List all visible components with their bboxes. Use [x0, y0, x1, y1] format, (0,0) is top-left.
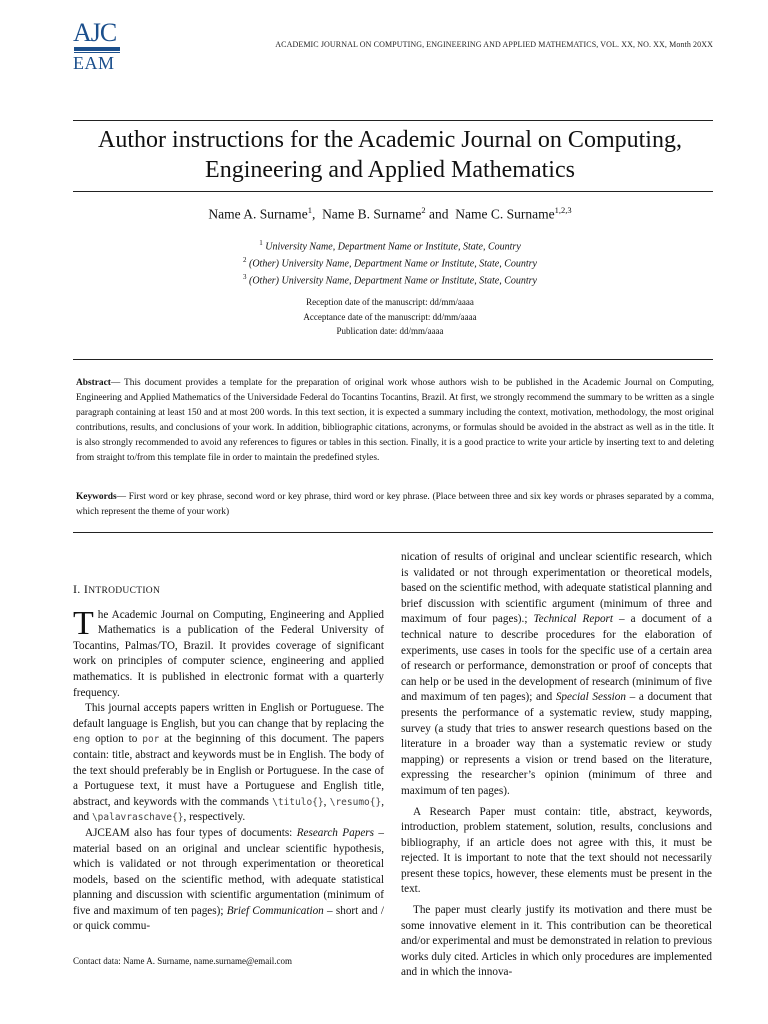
abstract-rule-top: [73, 359, 713, 360]
affil-text: University Name, Department Name or Institute, State, Country: [265, 241, 521, 253]
emphasis: Research Papers: [296, 826, 374, 839]
paragraph-text: – a document of a technical nature to describe procedures for the elaboration of experiments, use cases in tools for the specific use of a certain area of research or performance, demonstration or proof of concepts that can help or be used in the development of research (minimum of five and maximum of ten pages); and: [401, 613, 712, 704]
paragraph-text: AJCEAM also has four types of documents:: [85, 826, 297, 839]
inline-code: \palavraschave{}: [91, 812, 184, 824]
manuscript-dates: [60, 295, 720, 339]
author-affil-mark: 2: [421, 205, 426, 215]
paragraph-text: – a document that presents the performance of a systematic review, study mapping, survey (a study that tries to answer research questions based on the literature in a broader way than a systematic review or study mapping) or represents a vision or trend based on the literature, expressing the researcher’s opinion (minimum of three and maximum of ten pages).: [401, 691, 712, 797]
inline-code: por: [142, 734, 160, 746]
author-separator: ,: [311, 206, 323, 222]
paragraph-text: This journal accepts papers written in English or Portuguese. The default language is English, but you can change that by replacing the: [73, 702, 384, 730]
contact-footnote: Contact data: Name A. Surname, name.surname@email.com: [73, 956, 292, 966]
affiliation-item: [60, 271, 720, 288]
inline-code: \titulo{}: [272, 796, 324, 808]
publication-date: Publication date: dd/mm/aaaa: [336, 326, 444, 336]
title-line-1: Author instructions for the Academic Journal on Computing,: [98, 127, 682, 153]
keywords-text: — First word or key phrase, second word or key phrase, third word or key phrase. (Place between three and six key words or phrases separated by a comma, which represent the theme of your work): [76, 492, 714, 518]
keywords: [76, 490, 714, 520]
title-rule-top: [73, 120, 713, 121]
paragraph-text: ,: [323, 795, 330, 808]
paragraph-text: nication of results of original and unclear scientific research, which is validated or not through experimentation or theoretical models, based on the scientific method, with adequate statistical planning and brief discussion with scientific argument (minimum of three and maximum of four pages).;: [401, 551, 712, 626]
author-affil-mark: 1,2,3: [554, 205, 572, 215]
affil-mark: 2: [242, 255, 247, 264]
inline-code: eng: [73, 734, 91, 746]
emphasis: Brief Communication: [226, 904, 324, 917]
running-head: ACADEMIC JOURNAL ON COMPUTING, ENGINEERING AND APPLIED MATHEMATICS, VOL. XX, NO. XX, Month 20XX: [275, 40, 713, 49]
section-heading-introduction: [73, 582, 384, 600]
motivation-paragraph: The paper must clearly justify its motivation and there must be some innovative element in it. This contribution can be theoretical and/or experimental and must be demonstrated in relation to previous works duly cited. Articles in which only procedures are implemented and in which the innova-: [401, 904, 712, 979]
research-paper-paragraph: A Research Paper must contain: title, abstract, keywords, introduction, problem statement, solution, results, conclusions and bibliography, if an article does not agree with this, it must be rejected. It is important to note that the text should not necessarily present these topics, however, these elements must be present in the text.: [401, 805, 712, 896]
logo-text-bottom: EAM: [73, 53, 115, 73]
logo-bar: [74, 47, 120, 51]
paragraph-text: – material based on an original and unclear scientific hypothesis, which is validated or not through experimentation or theoretical models, based on the scientific method, with adequate statistical planning and discussion with scientific argumentation (minimum of five and maximum of ten pages);: [73, 826, 384, 917]
abstract: [76, 376, 714, 467]
journal-logo: [73, 18, 121, 73]
title-rule-bottom: [73, 191, 713, 192]
acceptance-date: Acceptance date of the manuscript: dd/mm/aaaa: [303, 311, 477, 322]
affil-text: (Other) University Name, Department Name or Institute, State, Country: [248, 258, 537, 270]
affil-text: (Other) University Name, Department Name or Institute, State, Country: [248, 274, 537, 286]
abstract-rule-bottom: [73, 532, 713, 533]
doc-types-paragraph: [401, 550, 712, 800]
emphasis: Technical Report: [533, 613, 613, 626]
affil-mark: 3: [242, 272, 247, 281]
author-list: [60, 205, 720, 223]
body-column-right: [401, 550, 712, 981]
affiliations: [60, 237, 720, 287]
affiliation-item: [60, 254, 720, 271]
author-name: Name A. Surname: [208, 206, 308, 222]
intro-paragraph-3: [73, 826, 384, 935]
paper-title: [60, 125, 720, 185]
intro-paragraph-1: [73, 604, 384, 702]
author-separator: and: [425, 206, 456, 222]
author-name: Name B. Surname: [322, 206, 422, 222]
paragraph-text: option to: [90, 733, 143, 746]
affiliation-item: [60, 237, 720, 254]
affil-mark: 1: [259, 239, 263, 247]
section-heading-rest: NTRODUCTION: [88, 586, 161, 596]
title-line-2: Engineering and Applied Mathematics: [205, 157, 575, 183]
logo-text-top: AJC: [73, 18, 117, 47]
keywords-label: Keywords: [76, 492, 117, 502]
paragraph-text: at the beginning of this document. The papers contain: title, abstract and keywords must be in English. The body of the text should preferably be in English or Portuguese. In the case of a Portuguese text, it must have a Portuguese and English title, abstract, and keywords with the commands: [73, 733, 384, 808]
author-affil-mark: 1: [307, 205, 312, 215]
paragraph-text: , and: [73, 795, 384, 824]
paragraph-text: , respectively.: [183, 811, 246, 824]
reception-date: Reception date of the manuscript: dd/mm/aaaa: [306, 297, 474, 307]
section-heading-initial: I: [83, 582, 89, 596]
intro-paragraph-2: [73, 701, 384, 826]
abstract-label: Abstract: [76, 378, 111, 388]
paragraph-text: he Academic Journal on Computing, Engineering and Applied Mathematics is a publication of the Federal University of Tocantins, Palmas/TO, Brazil. It provides coverage of significant work on principles of computer science, engineering and applied mathematics. It is published in electronic format with a quarterly frequency.: [73, 608, 384, 699]
author-name: Name C. Surname: [455, 206, 555, 222]
paragraph-text: – short and / or quick commu-: [73, 904, 384, 933]
section-number: I.: [73, 582, 84, 596]
body-column-left: [73, 550, 384, 935]
inline-code: \resumo{}: [329, 796, 382, 808]
abstract-text: — This document provides a template for the preparation of original work whose authors wish to be published in the Academic Journal on Computing, Engineering and Applied Mathematics of the Universidade Federal do Tocantins Tocantins, Brazil. At first, we strongly recommend the summary to be written as a single paragraph containing at least 150 and at most 200 words. In this text section, it is expected a summary including the context, motivation, methodology, the most original contributions, results, and conclusions of your work. In addition, bibliographic citations, acronyms, or formulas should be avoided in the abstract as well as in the title. It is also strongly recommended to avoid any references to figures or tables in this section. Finally, it is a good practice to write your article by inserting text to and deleting from straight to/from this template file in order to maintain the predefined styles.: [76, 378, 714, 464]
drop-cap: T: [73, 604, 94, 642]
emphasis: Special Session: [555, 691, 626, 704]
